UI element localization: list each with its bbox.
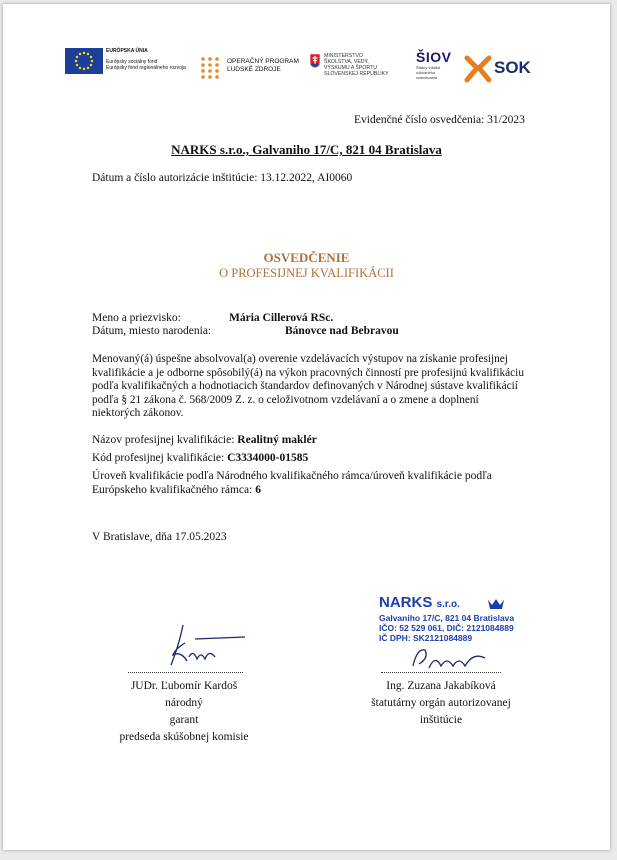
right-signature-icon bbox=[403, 644, 493, 674]
siov-wordmark: ŠIOV bbox=[416, 49, 452, 65]
op-line2: ĽUDSKÉ ZDROJE bbox=[227, 66, 281, 73]
left-signatory-line2: garant bbox=[169, 714, 199, 726]
name-label: Meno a priezvisko: bbox=[92, 312, 181, 324]
qualification-name-value: Realitný maklér bbox=[237, 434, 317, 446]
right-signatory-name: Ing. Zuzana Jakabíková bbox=[386, 680, 496, 692]
paragraph-line: kvalifikácie a je odborne spôsobilý(á) na výkon pracovných činností pre profesijnú kvalifikáciu bbox=[92, 366, 524, 379]
slovak-coat-of-arms-icon bbox=[309, 53, 321, 69]
stamp-line1: Galvaniho 17/C, 821 04 Bratislava bbox=[379, 613, 515, 623]
qualification-code-label: Kód profesijnej kvalifikácie: bbox=[92, 452, 225, 464]
certificate-page bbox=[3, 4, 610, 850]
paragraph-line: podľa kvalifikačných a hodnotiacich štandardov definovaných v Národnej sústave kvalifikácií bbox=[92, 380, 518, 392]
right-signature-line bbox=[381, 672, 501, 673]
ministry-line4: SLOVENSKEJ REPUBLIKY bbox=[324, 71, 389, 77]
eu-line2: Európsky fond regionálneho rozvoja bbox=[106, 65, 186, 71]
siov-line1: Štátny inštitút bbox=[416, 65, 441, 70]
left-signatory-name: JUDr. Ľubomír Kardoš bbox=[130, 680, 238, 692]
right-signatory-line2: inštitúcie bbox=[419, 714, 463, 726]
qualification-level-value: 6 bbox=[255, 484, 261, 496]
stamp-line3: IČ DPH: SK2121084889 bbox=[379, 633, 473, 643]
op-line1: OPERAČNÝ PROGRAM bbox=[227, 58, 299, 65]
paragraph-line: Menovaný(á) úspešne absolvoval(a) overenie vzdelávacích výstupov na získanie profesijnej bbox=[92, 353, 508, 365]
sok-x-icon bbox=[463, 54, 493, 84]
birth-value: Bánovce nad Bebravou bbox=[285, 325, 399, 337]
right-signatory bbox=[356, 678, 526, 729]
right-signatory-line1: štatutárny orgán autorizovanej bbox=[371, 697, 511, 709]
qualification-level-label: Európskeho kvalifikačného rámca: bbox=[92, 484, 253, 496]
eu-flag-icon bbox=[65, 48, 103, 74]
institution-stamp bbox=[379, 595, 529, 643]
qualification-code-value: C3334000-01585 bbox=[227, 452, 309, 464]
ministry-line3: VÝSKUMU A ŠPORTU bbox=[324, 65, 377, 71]
authorization-line: Dátum a číslo autorizácie inštitúcie: 13.12.2022, AI0060 bbox=[92, 172, 353, 184]
qualification-code-row bbox=[92, 451, 308, 465]
siov-line2: odborného bbox=[416, 70, 436, 75]
eu-title: EURÓPSKA ÚNIA bbox=[106, 48, 148, 54]
siov-line3: vzdelávania bbox=[416, 75, 438, 80]
left-signatory-line3: predseda skúšobnej komisie bbox=[119, 731, 249, 743]
stamp-line2: IČO: 52 529 061, DIČ: 2121084889 bbox=[379, 623, 514, 633]
left-signature-line bbox=[128, 672, 243, 673]
statement-paragraph bbox=[92, 353, 524, 421]
qualification-name-label: Názov profesijnej kvalifikácie: bbox=[92, 434, 235, 446]
evidence-number: Evidenčné číslo osvedčenia: 31/2023 bbox=[354, 114, 525, 126]
place-date: V Bratislave, dňa 17.05.2023 bbox=[92, 531, 227, 543]
ministry-line1: MINISTERSTVO bbox=[324, 53, 363, 59]
birth-label: Dátum, miesto narodenia: bbox=[92, 325, 212, 337]
certificate-title: OSVEDČENIE bbox=[263, 250, 350, 265]
stamp-name: NARKS bbox=[379, 594, 433, 611]
qualification-level-line1: Úroveň kvalifikácie podľa Národného kvalifikačného rámca/úroveň kvalifikácie podľa bbox=[92, 470, 492, 482]
siov-logo bbox=[416, 50, 451, 80]
qualification-name-row bbox=[92, 433, 317, 447]
op-logo-text bbox=[227, 58, 299, 74]
certificate-subtitle: O PROFESIJNEJ KVALIFIKÁCII bbox=[219, 266, 394, 280]
stamp-suffix: s.r.o. bbox=[436, 599, 460, 610]
eu-logo-text bbox=[106, 48, 186, 72]
left-signature-icon bbox=[161, 621, 251, 669]
ministry-line2: ŠKOLSTVA, VEDY, bbox=[324, 59, 369, 65]
paragraph-line: podľa § 21 zákona č. 568/2009 Z. z. o celoživotnom vzdelávaní a o zmene a doplnení bbox=[92, 393, 479, 406]
name-value: Mária Cillerová RSc. bbox=[229, 312, 334, 324]
ministry-logo-text bbox=[324, 53, 389, 77]
sok-wordmark: SOK bbox=[494, 58, 531, 77]
left-signatory bbox=[99, 678, 269, 746]
qualification-level-row bbox=[92, 483, 261, 497]
op-dots-icon bbox=[200, 56, 220, 80]
crown-icon bbox=[487, 597, 505, 611]
institution-header: NARKS s.r.o., Galvaniho 17/C, 821 04 Bratislava bbox=[171, 142, 442, 157]
eu-line1: Európsky sociálny fond bbox=[106, 58, 158, 65]
left-signatory-line1: národný bbox=[165, 697, 203, 709]
paragraph-line: niektorých zákonov. bbox=[92, 407, 184, 419]
